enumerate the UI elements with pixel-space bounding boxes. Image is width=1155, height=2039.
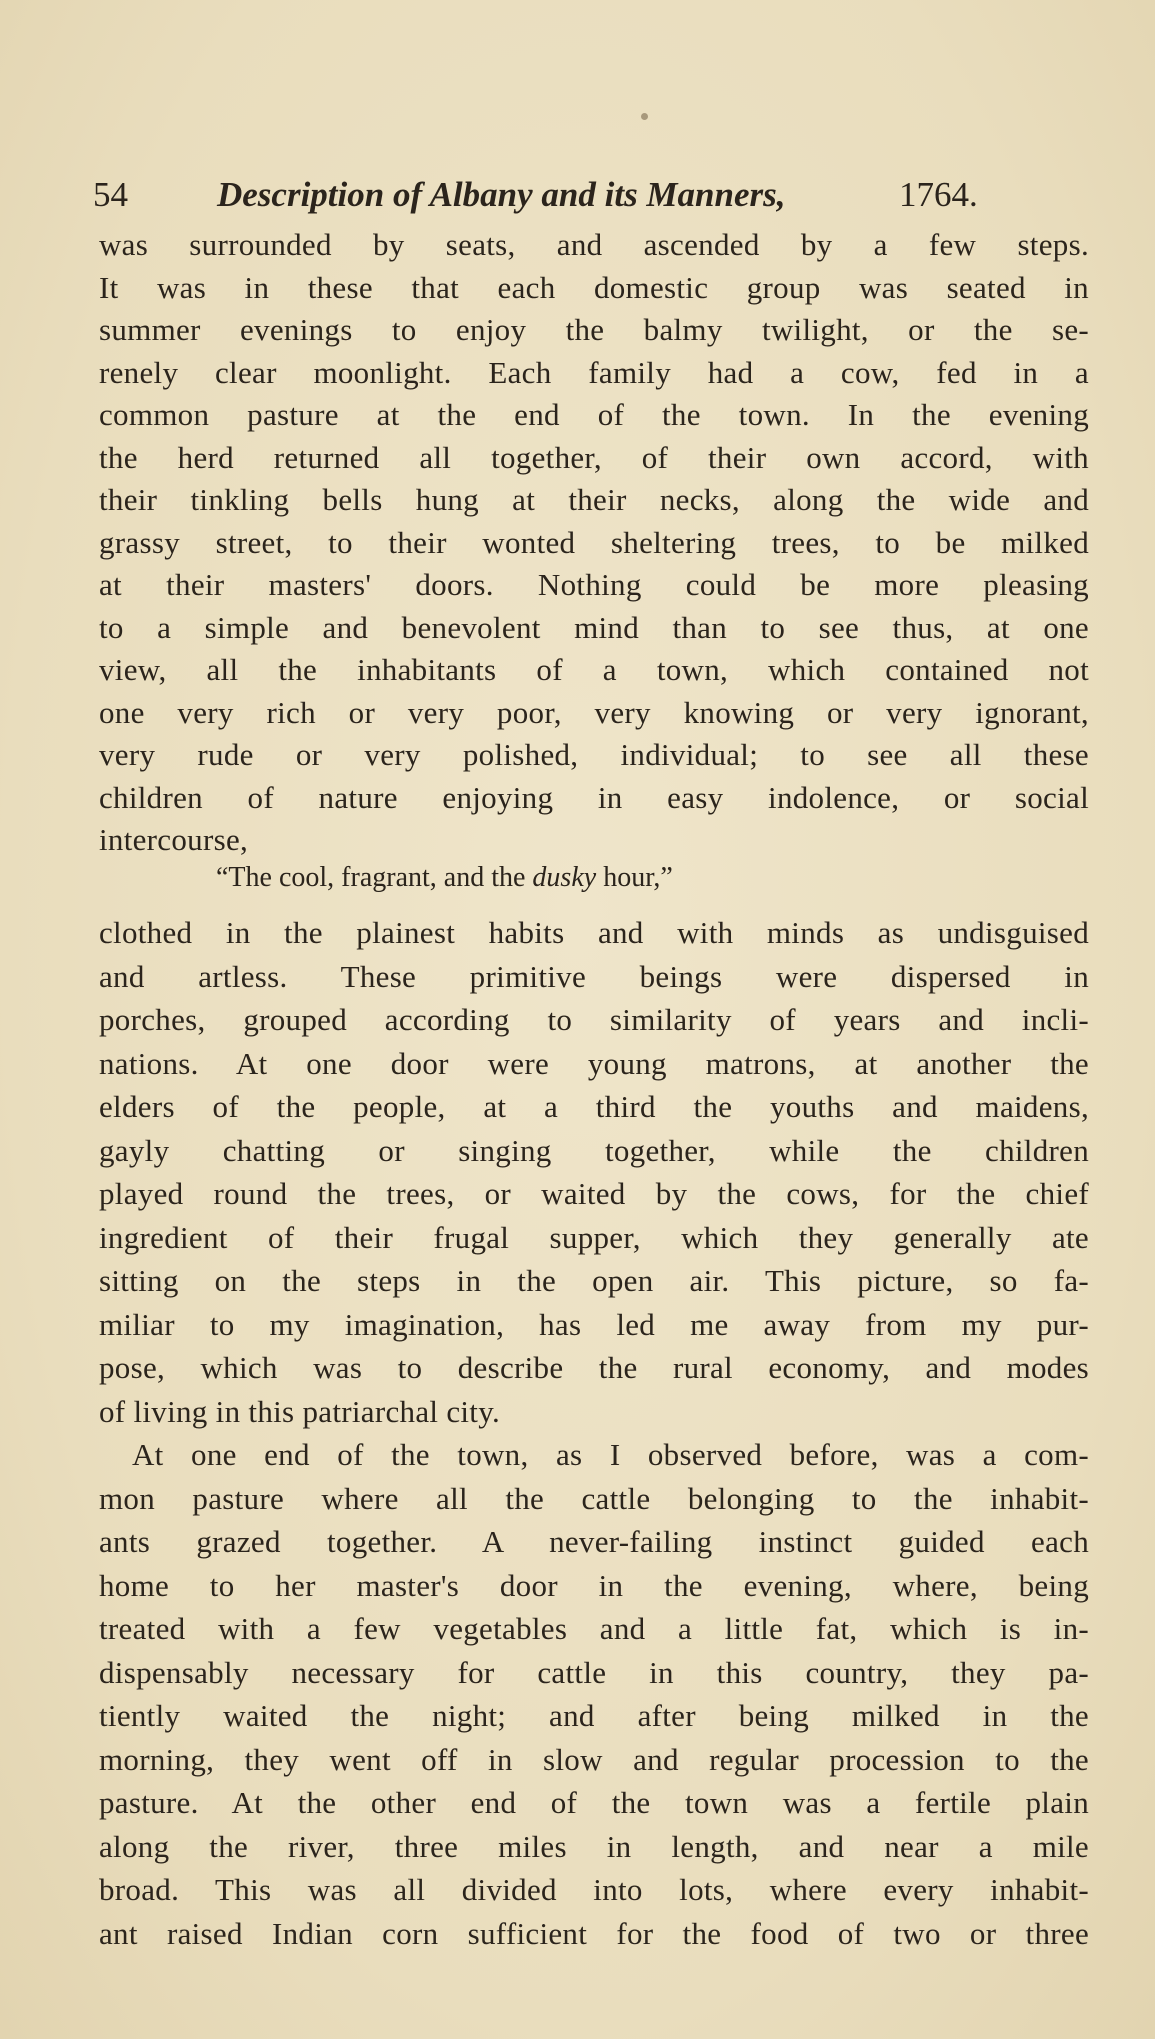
text-line: pasture. At the other end of the town was a fertile plain [99,1785,1089,1820]
text-line: one very rich or very poor, very knowing or very ignorant, [99,695,1089,730]
text-line: porches, grouped according to similarity of years and incli- [99,1002,1089,1037]
text-line: intercourse, [99,822,249,857]
text-line: elders of the people, at a third the youths and maidens, [99,1089,1089,1124]
ink-speck [641,113,648,120]
text-line: tiently waited the night; and after being milked in the [99,1698,1089,1733]
text-line: home to her master's door in the evening, where, being [99,1568,1089,1603]
text-line: of living in this patriarchal city. [99,1394,501,1429]
text-line: played round the trees, or waited by the cows, for the chief [99,1176,1089,1211]
text-line: was surrounded by seats, and ascended by a few steps. [99,227,1089,262]
quote-text: “The cool, fragrant, and the [216,862,533,893]
verse-quotation [216,858,673,898]
running-title: Description of Albany and its Manners, [217,175,786,214]
text-line: renely clear moonlight. Each family had a cow, fed in a [99,355,1089,390]
text-line: children of nature enjoying in easy indolence, or social [99,780,1089,815]
text-line: ants grazed together. A never-failing instinct guided each [99,1524,1089,1559]
text-line: broad. This was all divided into lots, where every inhabit- [99,1872,1089,1907]
text-line: grassy street, to their wonted sheltering trees, to be milked [99,525,1089,560]
page-number: 54 [93,175,128,214]
text-line: treated with a few vegetables and a little fat, which is in- [99,1611,1089,1646]
text-line: morning, they went off in slow and regular procession to the [99,1742,1089,1777]
text-line: clothed in the plainest habits and with minds as undisguised [99,915,1089,950]
text-line: ant raised Indian corn sufficient for the food of two or three [99,1916,1089,1951]
text-line: along the river, three miles in length, and near a mile [99,1829,1089,1864]
text-line: very rude or very polished, individual; to see all these [99,737,1089,772]
text-line: the herd returned all together, of their own accord, with [99,440,1089,475]
text-line: sitting on the steps in the open air. This picture, so fa- [99,1263,1089,1298]
text-line: At one end of the town, as I observed before, was a com- [132,1437,1089,1472]
text-line: to a simple and benevolent mind than to see thus, at one [99,610,1089,645]
text-line: It was in these that each domestic group was seated in [99,270,1089,305]
text-line: their tinkling bells hung at their necks, along the wide and [99,482,1089,517]
text-line: gayly chatting or singing together, while the children [99,1133,1089,1168]
text-line: at their masters' doors. Nothing could be more pleasing [99,567,1089,602]
text-line: summer evenings to enjoy the balmy twilight, or the se- [99,312,1089,347]
text-line: and artless. These primitive beings were dispersed in [99,959,1089,994]
quote-italic-word: dusky [532,862,597,893]
text-line: ingredient of their frugal supper, which they generally ate [99,1220,1089,1255]
text-line: view, all the inhabitants of a town, which contained not [99,652,1089,687]
running-year: 1764. [899,175,978,214]
quote-text-end: hour,” [596,862,673,893]
text-line: miliar to my imagination, has led me away from my pur- [99,1307,1089,1342]
running-header [93,172,1088,218]
text-line: mon pasture where all the cattle belonging to the inhabit- [99,1481,1089,1516]
text-line: dispensably necessary for cattle in this country, they pa- [99,1655,1089,1690]
text-line: pose, which was to describe the rural economy, and modes [99,1350,1089,1385]
text-line: nations. At one door were young matrons, at another the [99,1046,1089,1081]
text-line: common pasture at the end of the town. In the evening [99,397,1089,432]
